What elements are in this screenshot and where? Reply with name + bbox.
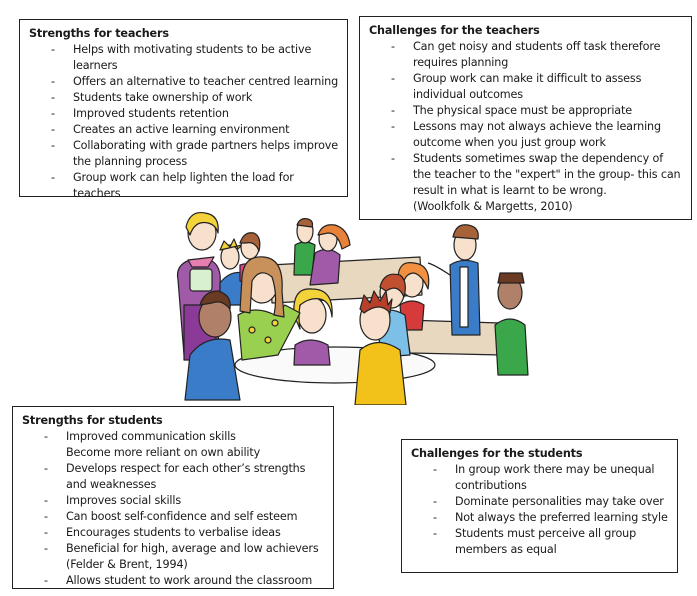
strengths-for-students-box	[12, 406, 334, 589]
list-item: - In group work there may be unequal contributions	[433, 463, 655, 492]
challenges-for-students-box	[401, 439, 678, 573]
list-item: - Group work can help lighten the load for teachers	[51, 171, 294, 200]
bullet-list	[22, 429, 325, 445]
list-item: - Collaborating with grade partners helps improve the planning process	[51, 139, 338, 168]
list-item: - Students must perceive all group members as equal	[433, 527, 637, 556]
box-title: Challenges for the students	[411, 447, 583, 460]
box-title: Strengths for students	[22, 414, 163, 427]
teacher-figure	[178, 213, 221, 360]
list-item: - Students sometimes swap the dependency of the teacher to the "expert" in the group- this can result in what is learnt to be wrong.	[391, 152, 681, 197]
bullet-list	[22, 573, 325, 589]
list-item: - The physical space must be appropriate	[391, 104, 632, 117]
list-item: - Improved communication skills	[44, 430, 236, 443]
list-item: - Lessons may not always achieve the learning outcome when you just group work	[391, 120, 661, 149]
list-item: - Offers an alternative to teacher centred learning	[51, 75, 339, 88]
green-shirt-student	[495, 273, 528, 375]
bullet-list	[29, 42, 339, 202]
standing-boy	[428, 225, 480, 335]
citation: (Woolkfolk & Margetts, 2010)	[413, 200, 573, 213]
list-item: - Creates an active learning environment	[51, 123, 290, 136]
list-item: - Students take ownership of work	[51, 91, 253, 104]
list-item: - Develops respect for each other’s strengths and weaknesses	[44, 462, 306, 491]
list-item: - Group work can make it difficult to assess individual outcomes	[391, 72, 642, 101]
box-title: Challenges for the teachers	[369, 24, 540, 37]
bullet-list	[411, 462, 669, 558]
bullet-list	[22, 461, 325, 557]
citation: (Felder & Brent, 1994)	[66, 558, 188, 571]
blonde-student	[294, 289, 332, 365]
list-item: - Dominate personalities may take over	[433, 495, 664, 508]
list-item: - Improved students retention	[51, 107, 229, 120]
list-item: - Improves social skills	[44, 494, 181, 507]
list-item: - Allows student to work around the classroom	[44, 574, 313, 587]
list-item: - Can get noisy and students off task therefore requires planning	[391, 40, 661, 69]
list-item: - Can boost self-confidence and self esteem	[44, 510, 298, 523]
challenges-for-teachers-box	[359, 16, 692, 220]
list-item: - Helps with motivating students to be active learners	[51, 43, 312, 72]
list-item: - Encourages students to verbalise ideas	[44, 526, 281, 539]
list-item: - Beneficial for high, average and low achievers	[44, 542, 319, 555]
strengths-for-teachers-box	[19, 19, 348, 200]
bullet-list	[369, 39, 683, 199]
group-work-illustration	[160, 205, 540, 405]
box-title: Strengths for teachers	[29, 27, 169, 40]
list-item-continuation: Become more reliant on own ability	[66, 446, 261, 459]
list-item: - Not always the preferred learning style	[433, 511, 668, 524]
